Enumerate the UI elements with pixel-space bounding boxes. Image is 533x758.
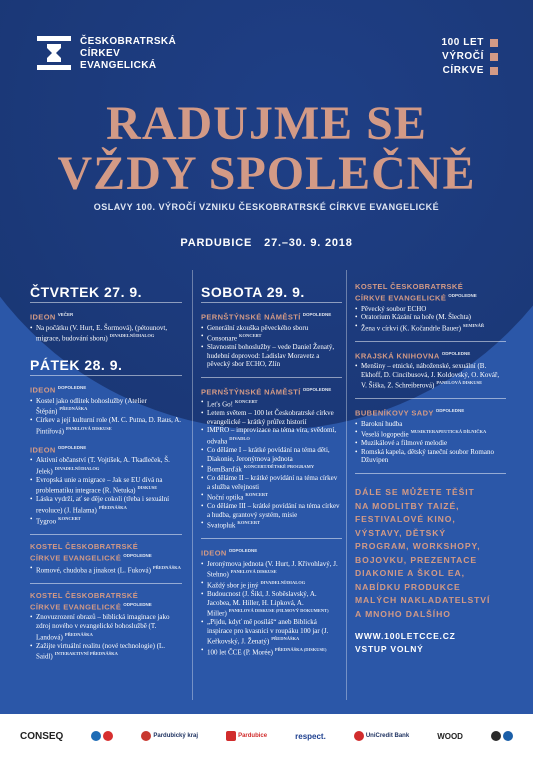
item-type-tag: KONCERT (238, 333, 262, 339)
item-type-tag: DIVADELNÍ/DIALOG (260, 580, 306, 586)
program-item: • Zažijte virtuální realitu (nové technologie) (L. Saidl) $^{INTERAKTIVNÍ PŘEDNÁŠKA}$ (30, 642, 182, 662)
program-item: • Veselá logopedie $^{MUSIKTERAPEUTICKÁ DÍLNIČKA}$ (355, 428, 506, 439)
church-name: ČESKOBRATRSKÁ CÍRKEV EVANGELICKÁ (80, 36, 177, 71)
program-section: IDEON $^{ODPOLEDNE}$ • Jeronýmova jednota (V. Hurt, J. Křivohlavý, J. Stehno) $^{PANELOVÁ DISKUSE}$ • Každý sbor je jiný $^{DIVADELNÍ/DIALOG}$ • Budoucnost (J. Šikl, J. Soběslavský, A. Jacobea, M. Hiller, H. Lipková, A. Miller) $^{PANELOVÁ DISKUSE (FILMOVÝ DOKUMENT)}$ • „Pijdu, kdyť mě posíláš“ aneb Biblická inspirace pro kvasnici v roupáku 100 jar (J. Keřkovský, J. Ženatý) $^{PŘEDNÁŠKA}$ • 100 let ČCE (P. Morée) $^{PŘEDNÁŠKA (DISKUSE)}$ (201, 546, 342, 657)
item-type-tag: DIVADLO (229, 436, 250, 441)
item-type-tag: PANELOVÁ DISKUSE (436, 380, 483, 386)
program-item: • Co děláme I – krátké povídání na téma děti, Diakonie, Jeronýmova jednota (201, 446, 342, 463)
item-type-tag: INTERAKTIVNÍ PŘEDNÁŠKA (54, 651, 118, 657)
column-venues (346, 270, 506, 700)
program-item: • Žena v církvi (K. Kočandrle Bauer) $^{SEMINÁŘ}$ (355, 322, 506, 333)
item-type-tag: PŘEDNÁŠKA (271, 636, 300, 642)
program-item: • Evropská unie a migrace – Jak se EU dívá na problematiku integrace (R. Netuka) $^{DISKUSE}$ (30, 476, 182, 496)
column-saturday (192, 270, 342, 700)
program-section: IDEON $^{ODPOLEDNE}$ • Aktivní občanství (T. Vojtíšek, A. Tkadleček, Š. Jelek) $^{DIVADELNÍ/DIALOG}$ • Evropská unie a migrace – Jak se EU dívá na problematiku integrace (R. Netuka) $^{DISKUSE}$ • Láska vydrží, ať se děje cokoli (třeba i sexuální revoluce) (J. Halama) $^{PŘEDNÁŠKA}$ • Tygroo $^{KONCERT}$ (30, 443, 182, 526)
program-item: • 100 let ČCE (P. Morée) $^{PŘEDNÁŠKA (DISKUSE)}$ (201, 646, 342, 657)
program-item: • Budoucnost (J. Šikl, J. Soběslavský, A. Jacobea, M. Hiller, H. Lipková, A. Miller) $^{PANELOVÁ DISKUSE (FILMOVÝ DOKUMENT)}$ (201, 590, 342, 618)
square-icon (490, 39, 498, 47)
item-type-tag: PŘEDNÁŠKA (98, 504, 127, 510)
item-type-tag: KONCERT (237, 520, 260, 526)
program-item: • BomBarďák $^{KONCERT/DĚTSKÉ PROGRAMY}$ (201, 463, 342, 474)
day-heading: ČTVRTEK 27. 9. (30, 284, 182, 303)
program-item: • Co děláme II – krátké povídání na téma církev a služba veřejnosti (201, 474, 342, 491)
item-type-tag: PŘEDNÁŠKA (152, 565, 181, 571)
item-type-tag: PŘEDNÁŠKA (59, 406, 88, 412)
program-item: • Slavnostní bohoslužby – vede Daniel Ženatý, hudební doprovod: Ladislav Moravetz a pěvecký sbor ECHO, Zlín (201, 343, 342, 369)
sponsor-logo: UniCredit Bank (354, 731, 409, 741)
program-item: • Consonare $^{KONCERT}$ (201, 332, 342, 343)
sponsor-logo (91, 731, 113, 741)
day-heading: SOBOTA 29. 9. (201, 284, 342, 303)
item-type-tag: PANELOVÁ DISKUSE (FILMOVÝ DOKUMENT) (228, 608, 329, 614)
program-item: • Každý sbor je jiný $^{DIVADELNÍ/DIALOG}$ (201, 579, 342, 590)
sponsor-logo: Pardubice (226, 731, 267, 741)
item-type-tag: PANELOVÁ DISKUSE (230, 569, 277, 575)
item-type-tag: PŘEDNÁŠKA (64, 631, 93, 637)
item-type-tag: KONCERT/DĚTSKÉ PROGRAMY (243, 464, 315, 470)
square-icon (490, 53, 498, 61)
program-section: KOSTEL ČESKOBRATRSKÉ CÍRKVE EVANGELICKÉ $^{ODPOLEDNE}$ • Romové, chudoba a jinakost (L. Fuková) $^{PŘEDNÁŠKA}$ (30, 542, 182, 575)
program-item: • Menšiny – etnické, náboženské, sexuální (B. Ekhoff, D. Cincibusová, J. Koldovský, O. Kovář, V. Šiška, Z. Schreiberová) $^{PANELOVÁ DISKUSE}$ (355, 362, 506, 390)
program-section: BUBENÍKOVY SADY $^{ODPOLEDNE}$ • Barokní hudba • Veselá logopedie $^{MUSIKTERAPEUTICKÁ DÍLNIČKA}$ • Muzikálové a filmové melodie • Romská kapela, dětský taneční soubor Romano Džuvipen (355, 406, 506, 465)
program-item: • Kostel jako odlitek bohoslužby (Atelier Štěpán) $^{PŘEDNÁŠKA}$ (30, 397, 182, 417)
program-item: • IMPRO – improvizace na téma víra, svědomí, odvaha $^{DIVADLO}$ (201, 426, 342, 446)
program-item: • Církev a její kulturní role (M. C. Putna, D. Raus, A. Pintířová) $^{PANELOVÁ DISKUSE}$ (30, 416, 182, 436)
program-item: • Noční optika $^{KONCERT}$ (201, 491, 342, 502)
subtitle: OSLAVY 100. VÝROČÍ VZNIKU ČESKOBRATRSKÉ CÍRKVE EVANGELICKÉ (93, 202, 440, 212)
item-type-tag: PŘEDNÁŠKA (DISKUSE) (274, 647, 327, 653)
website-link[interactable]: WWW.100LETCCE.CZ (355, 631, 456, 642)
main-title-line2: VŽDY SPOLEČNĚ (57, 147, 476, 200)
program-item: • Tygroo $^{KONCERT}$ (30, 515, 182, 526)
program-item: • „Pijdu, kdyť mě posíláš“ aneb Biblická inspirace pro kvasnici v roupáku 100 jar (J. Keřkovský, J. Ženatý) $^{PŘEDNÁŠKA}$ (201, 618, 342, 646)
program-section: PERNŠTÝNSKÉ NÁMĚSTÍ $^{ODPOLEDNE}$ • Let's Go! $^{KONCERT}$ • Letem světem – 100 let Českobratrské církve evangelické – krátký průřez historií • IMPRO – improvizace na téma víra, svědomí, odvaha $^{DIVADLO}$ • Co děláme I – krátké povídání na téma děti, Diakonie, Jeronýmova jednota • BomBarďák $^{KONCERT/DĚTSKÉ PROGRAMY}$ • Co děláme II – krátké povídání na téma církev a služba veřejnosti • Noční optika $^{KONCERT}$ • Co děláme III – krátké povídání na téma církev a hudba, grantový systém, misie • Svatopluk $^{KONCERT}$ (201, 385, 342, 530)
item-type-tag: KONCERT (58, 515, 81, 521)
free-entry-note: VSTUP VOLNÝ (355, 644, 424, 655)
anniversary-badge: 100 LET VÝROČÍ CÍRKVE (441, 36, 498, 78)
item-type-tag: MUSIKTERAPEUTICKÁ DÍLNIČKA (410, 429, 487, 435)
program-item: • Co děláme III – krátké povídání na téma církev a hudba, grantový systém, misie (201, 502, 342, 519)
main-title-line1: RADUJME SE (106, 97, 427, 150)
program-item: • Romská kapela, dětský taneční soubor Romano Džuvipen (355, 448, 506, 465)
sponsor-bar (0, 714, 533, 758)
sponsor-logo: Pardubický kraj (141, 731, 198, 741)
program-item: • Svatopluk $^{KONCERT}$ (201, 519, 342, 530)
program-item: • Barokní hudba (355, 420, 506, 429)
program-item: • Letem světem – 100 let Českobratrské církve evangelické – krátký průřez historií (201, 409, 342, 426)
program-item: • Na počátku (V. Hurt, E. Šormová), (pétounovt, migrace, budování sboru) $^{DIVADELNÍ/DIALOG}$ (30, 324, 182, 344)
item-type-tag: KONCERT (234, 399, 258, 405)
item-type-tag: KONCERT (245, 492, 268, 498)
square-icon (490, 67, 498, 75)
column-thursday-friday (30, 270, 182, 700)
item-type-tag: DISKUSE (137, 485, 158, 491)
item-type-tag: DIVADELNÍ/DIALOG (54, 465, 100, 471)
promo-text: DÁLE SE MŮŽETE TĚŠIT NA MODLITBY TAIZÉ, FESTIVALOVÉ KINO, VÝSTAVY, DĚTSKÝ PROGRAM, WORKSHOPY, BOJOVKU, PREZENTACE DIAKONIE A ŠKOL EA, NABÍDKU PRODUKCE MALÝCH NAKLADATELSTVÍ A MNOHO DALŠÍHO (355, 487, 491, 619)
program-item: • Aktivní občanství (T. Vojtíšek, A. Tkadleček, Š. Jelek) $^{DIVADELNÍ/DIALOG}$ (30, 456, 182, 476)
item-type-tag: PANELOVÁ DISKUSE (66, 425, 112, 431)
item-type-tag: SEMINÁŘ (462, 322, 485, 328)
program-item: • Pěvecký soubor ECHO (355, 305, 506, 314)
program-item: • Let's Go! $^{KONCERT}$ (201, 398, 342, 409)
chalice-cross-icon (37, 36, 71, 70)
program-item: • Muzikálové a filmové melodie (355, 439, 506, 448)
sponsor-logo: WOOD (437, 731, 463, 741)
place-date: PARDUBICE 27.–30. 9. 2018 (180, 237, 353, 249)
church-logo (37, 36, 176, 72)
program-item: • Oratorium Kázání na hoře (M. Šlechta) (355, 313, 506, 322)
program-section: IDEON $^{VEČER}$ • Na počátku (V. Hurt, E. Šormová), (pétounovt, migrace, budování sboru) $^{DIVADELNÍ/DIALOG}$ (30, 310, 182, 343)
program-item: • Jeronýmova jednota (V. Hurt, J. Křivohlavý, J. Stehno) $^{PANELOVÁ DISKUSE}$ (201, 560, 342, 580)
item-type-tag: DIVADELNÍ/DIALOG (109, 333, 155, 339)
program-item: • Láska vydrží, ať se děje cokoli (třeba i sexuální revoluce) (J. Halama) $^{PŘEDNÁŠKA}$ (30, 495, 182, 515)
program-section: IDEON $^{DOPOLEDNE}$ • Kostel jako odlitek bohoslužby (Atelier Štěpán) $^{PŘEDNÁŠKA}$ • Církev a její kulturní role (M. C. Putna, D. Raus, A. Pintířová) $^{PANELOVÁ DISKUSE}$ (30, 383, 182, 436)
program-section: KOSTEL ČESKOBRATRSKÉ CÍRKVE EVANGELICKÉ $^{ODPOLEDNE}$ • Pěvecký soubor ECHO • Oratorium Kázání na hoře (M. Šlechta) • Žena v církvi (K. Kočandrle Bauer) $^{SEMINÁŘ}$ (355, 282, 506, 333)
program-item: • Generální zkouška pěveckého sboru (201, 324, 342, 333)
sponsor-logo: respect. (295, 731, 326, 741)
program-item: • Znovuzrození obrazů – biblická imaginace jako zdroj nového v evangelické bohoslužbě (T. Landová) $^{PŘEDNÁŠKA}$ (30, 613, 182, 641)
program-section: KRAJSKÁ KNIHOVNA $^{ODPOLEDNE}$ • Menšiny – etnické, náboženské, sexuální (B. Ekhoff, D. Cincibusová, J. Koldovský, O. Kovář, V. Šiška, Z. Schreiberová) $^{PANELOVÁ DISKUSE}$ (355, 349, 506, 391)
program-item: • Romové, chudoba a jinakost (L. Fuková) $^{PŘEDNÁŠKA}$ (30, 564, 182, 575)
sponsor-logo (491, 731, 513, 741)
sponsor-logo: CONSEQ (20, 730, 64, 742)
program-section: KOSTEL ČESKOBRATRSKÉ CÍRKVE EVANGELICKÉ $^{ODPOLEDNE}$ • Znovuzrození obrazů – biblická imaginace jako zdroj nového v evangelické bohoslužbě (T. Landová) $^{PŘEDNÁŠKA}$ • Zažijte virtuální realitu (nové technologie) (L. Saidl) $^{INTERAKTIVNÍ PŘEDNÁŠKA}$ (30, 591, 182, 661)
header (0, 0, 533, 270)
program-section: PERNŠTÝNSKÉ NÁMĚSTÍ $^{DOPOLEDNE}$ • Generální zkouška pěveckého sboru • Consonare $^{KONCERT}$ • Slavnostní bohoslužby – vede Daniel Ženatý, hudební doprovod: Ladislav Moravetz a pěvecký sbor ECHO, Zlín (201, 310, 342, 369)
day-heading: PÁTEK 28. 9. (30, 357, 182, 376)
